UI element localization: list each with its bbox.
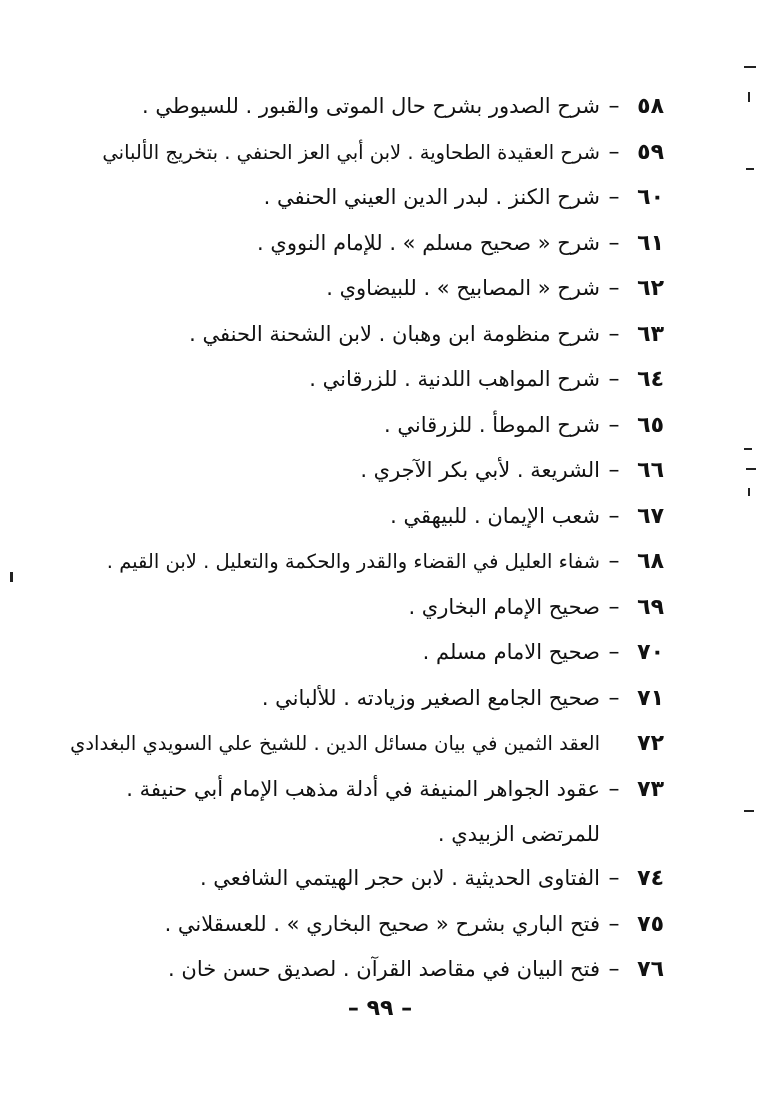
entry-number: ٧١ <box>637 685 664 711</box>
entry-number: ٥٨ <box>637 94 664 119</box>
list-item <box>64 721 664 767</box>
entry-text: العقد الثمين في بيان مسائل الدين . للشيخ علي السويدي البغدادي <box>70 732 600 755</box>
entry-dash: – <box>608 412 620 438</box>
scan-mark <box>746 468 756 470</box>
scan-mark <box>748 488 750 496</box>
entry-number: ٦٩ <box>637 594 664 620</box>
scan-mark <box>744 448 752 450</box>
entry-number: ٦٧ <box>637 503 664 529</box>
entry-dash: – <box>608 549 620 574</box>
entry-text: صحيح الجامع الصغير وزيادته . للألباني . <box>261 685 600 710</box>
entry-text: شرح « المصابيح » . للبيضاوي . <box>326 276 600 300</box>
entry-text: شرح الموطأ . للزرقاني . <box>384 412 600 437</box>
entry-number: ٧٥ <box>637 911 664 937</box>
entry-number: ٦٦ <box>637 458 664 483</box>
list-item <box>64 175 664 221</box>
entry-number: ٦٤ <box>637 367 664 392</box>
entry-text: شرح العقيدة الطحاوية . لابن أبي العز الحنفي . بتخريج الألباني <box>102 140 600 164</box>
entry-number: ٦٣ <box>637 321 664 347</box>
entry-number: ٧٦ <box>637 957 664 982</box>
entry-text: شفاء العليل في القضاء والقدر والحكمة والتعليل . لابن القيم . <box>106 550 600 573</box>
entry-dash: – <box>608 911 620 937</box>
list-item <box>64 856 664 902</box>
entry-dash: – <box>608 503 620 529</box>
entry-number: ٥٩ <box>637 139 664 165</box>
bibliography-list <box>64 84 664 993</box>
entry-text: شرح الصدور بشرح حال الموتى والقبور . للسيوطي . <box>142 94 600 118</box>
entry-text: الفتاوى الحديثية . لابن حجر الهيتمي الشافعي . <box>199 866 600 890</box>
entry-number: ٧٤ <box>637 866 664 891</box>
entry-dash: – <box>608 185 620 210</box>
list-item <box>64 630 664 676</box>
entry-text: شرح منظومة ابن وهبان . لابن الشحنة الحنفي . <box>189 321 600 346</box>
list-item <box>64 539 664 585</box>
scan-mark <box>10 572 13 582</box>
entry-dash: – <box>608 321 620 347</box>
page-number: – ٩٩ – <box>347 996 413 1021</box>
entry-text: شرح « صحيح مسلم » . للإمام النووي . <box>257 230 600 255</box>
entry-number: ٦١ <box>637 230 664 256</box>
list-item <box>64 266 664 312</box>
list-item <box>64 221 664 267</box>
entry-dash: – <box>608 640 620 665</box>
entry-text: فتح الباري بشرح « صحيح البخاري » . للعسقلاني . <box>164 911 600 936</box>
entry-continuation: للمرتضى الزبيدي . <box>437 822 600 846</box>
entry-text: الشريعة . لأبي بكر الآجري . <box>360 458 600 482</box>
scan-mark <box>744 810 754 812</box>
entry-number: ٧٣ <box>637 776 664 802</box>
entry-dash: – <box>608 94 620 119</box>
entry-dash: – <box>608 776 620 802</box>
entry-dash: – <box>608 594 620 620</box>
entry-text: شعب الإيمان . للبيهقي . <box>390 503 600 528</box>
list-item <box>64 312 664 358</box>
entry-text: شرح المواهب اللدنية . للزرقاني . <box>309 367 600 391</box>
list-item <box>64 676 664 722</box>
list-item <box>64 902 664 948</box>
entry-text: فتح البيان في مقاصد القرآن . لصديق حسن خان . <box>168 957 600 981</box>
entry-number: ٧٠ <box>637 640 664 665</box>
entry-text: صحيح الإمام البخاري . <box>408 594 600 619</box>
entry-number: ٧٢ <box>637 731 664 756</box>
entry-dash: – <box>608 367 620 392</box>
list-item <box>64 84 664 130</box>
list-item <box>64 403 664 449</box>
entry-text: صحيح الامام مسلم . <box>422 640 600 664</box>
entry-number: ٦٥ <box>637 412 664 438</box>
entry-dash: – <box>608 458 620 483</box>
entry-dash: – <box>608 685 620 711</box>
scan-mark <box>744 66 756 68</box>
entry-number: ٦٢ <box>637 276 664 301</box>
list-item <box>64 357 664 403</box>
list-item <box>64 494 664 540</box>
list-item <box>64 767 664 813</box>
entry-dash: – <box>608 866 620 891</box>
list-item <box>64 448 664 494</box>
entry-dash: – <box>608 139 620 165</box>
entry-dash: – <box>608 276 620 301</box>
entry-dash: – <box>608 230 620 256</box>
list-item <box>64 947 664 993</box>
entry-text: عقود الجواهر المنيفة في أدلة مذهب الإمام أبي حنيفة . <box>126 776 600 801</box>
list-item <box>64 585 664 631</box>
scan-mark <box>748 92 750 102</box>
list-item <box>64 130 664 176</box>
entry-number: ٦٨ <box>637 549 664 574</box>
entry-number: ٦٠ <box>637 185 664 210</box>
entry-dash: – <box>608 957 620 982</box>
scan-mark <box>746 168 754 170</box>
entry-text: شرح الكنز . لبدر الدين العيني الحنفي . <box>263 185 600 209</box>
